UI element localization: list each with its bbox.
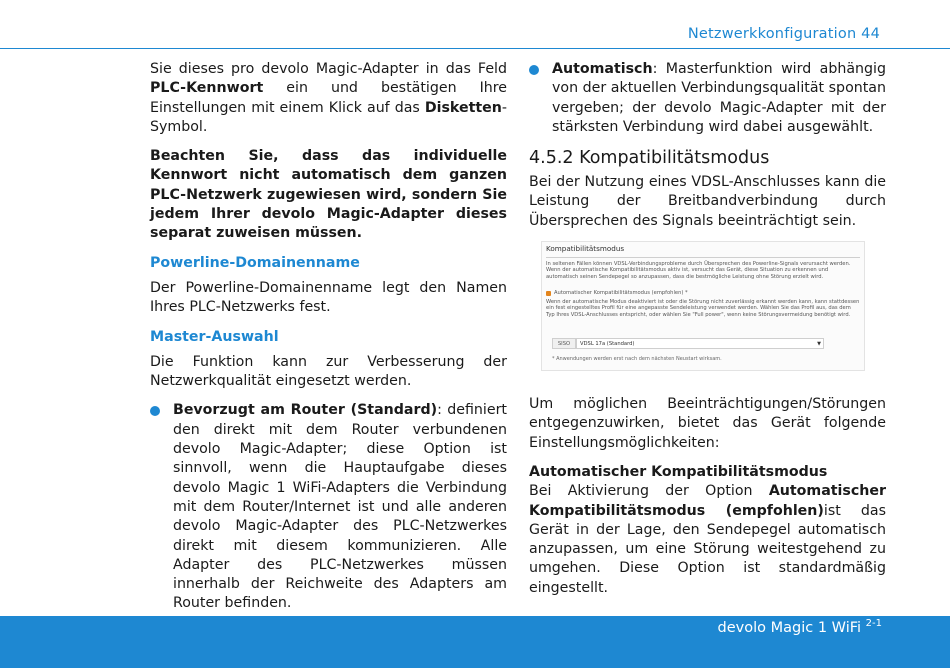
figure-footnote: * Anwendungen werden erst nach dem nächsten Neustart wirksam.	[552, 356, 722, 363]
subheading-master: Master-Auswahl	[150, 328, 279, 345]
bullet-dot-icon	[529, 65, 539, 75]
checkbox-checked-icon	[546, 291, 551, 296]
section-heading-compatibility: 4.5.2 Kompatibilitätsmodus	[529, 148, 770, 169]
bullet-automatic: Automatisch: Masterfunktion wird abhängig von der aktuellen Verbindungsqualität spontan vergeben; der devolo Magic-Adapter mit der stärksten Verbindung wird dabei ausgewählt.	[529, 60, 886, 137]
paragraph-auto-mode: Bei Aktivierung der Option Automatischer Kompatibilitätsmodus (empfohlen)ist das Gerät in der Lage, den Sendepegel automatisch anzupassen, um eine Störung weitestgehend zu umgehen. Diese Option ist standardmäßig eingestellt.	[529, 483, 886, 596]
left-column	[150, 60, 507, 624]
figure-title: Kompatibilitätsmodus	[546, 244, 625, 254]
figure-description-2: Wenn der automatische Modus deaktiviert ist oder die Störung nicht zuverlässig erkannt werden kann, kann stattdessen ein fest eingestelltes Profil für eine angepasste Sendeleistung verwendet werden. Wählen Sie das Profil aus, das dem Typ Ihres VDSL-Anschlusses entspricht, oder wählen Sie "Full power", wenn keine Störungsvermeidung benötigt wird.	[546, 299, 860, 318]
bullet-router-preferred: Bevorzugt am Router (Standard): definiert den direkt mit dem Router verbundenen devolo Magic-Adapter; diese Option ist sinnvoll, wenn die Hauptaufgabe dieses devolo Magic 1 WiFi-Adapters die Verbindung mit dem Router/Internet ist und alle anderen devolo Magic-Adapter des PLC-Netzwerkes direkt mit diesem kommunizieren. Alle Adapter des PLC-Netzwerkes müssen innerhalb der Reichweite des Adapters am Router befinden.	[150, 401, 507, 613]
settings-screenshot	[541, 241, 865, 371]
paragraph-password-note: Beachten Sie, dass das individuelle Kennwort nicht automatisch dem ganzen PLC-Netzwerk zugewiesen wird, sondern Sie jedem Ihrer devolo Magic-Adapter dieses separat zuweisen müssen.	[150, 148, 507, 242]
bullet-dot-icon	[150, 406, 160, 416]
footer-product: devolo Magic 1 WiFi $^{2-1}$	[717, 618, 882, 636]
figure-divider	[546, 257, 860, 258]
chevron-down-icon: ▼	[817, 341, 821, 348]
header-divider	[0, 48, 950, 49]
figure-checkbox-row	[546, 290, 688, 296]
paragraph-domain: Der Powerline-Domainenname legt den Namen Ihres PLC-Netzwerks fest.	[150, 279, 507, 316]
paragraph-password: Sie dieses pro devolo Magic-Adapter in das Feld PLC-Kennwort ein und bestätigen Ihre Einstellungen mit einem Klick auf das Disketten-Symbol.	[150, 61, 507, 135]
figure-checkbox-label: Automatischer Kompatibilitätsmodus (empfohlen) *	[554, 290, 688, 297]
figure-select-value: VDSL 17a (Standard) ▼	[576, 338, 824, 349]
figure-select-label: SISO	[552, 338, 576, 349]
subheading-domain: Powerline-Domainenname	[150, 254, 360, 271]
subheading-auto-mode: Automatischer Kompatibilitätsmodus	[529, 463, 828, 480]
page-header-title: Netzwerkkonfiguration 44	[687, 26, 880, 42]
paragraph-vdsl-intro: Bei der Nutzung eines VDSL-Anschlusses kann die Leistung der Breitbandverbindung durch Übersprechen des Signals beeinträchtigt sein.	[529, 174, 886, 229]
paragraph-options: Um möglichen Beeinträchtigungen/Störungen entgegenzuwirken, bietet das Gerät folgende Einstellungsmöglichkeiten:	[529, 396, 886, 451]
paragraph-master: Die Funktion kann zur Verbesserung der Netzwerkqualität eingesetzt werden.	[150, 353, 507, 390]
figure-description: In seltenen Fällen können VDSL-Verbindungsprobleme durch Übersprechen des Powerline-Signals verursacht werden. Wenn der automatische Kompatibilitätsmodus aktiv ist, versucht das Gerät, diese Situation zu erkennen und automatisch seinen Sendepegel so anzupassen, dass die bestmögliche Leistung ohne Störung erzielt wird.	[546, 261, 851, 280]
right-column	[529, 60, 886, 608]
figure-profile-select	[552, 338, 824, 349]
